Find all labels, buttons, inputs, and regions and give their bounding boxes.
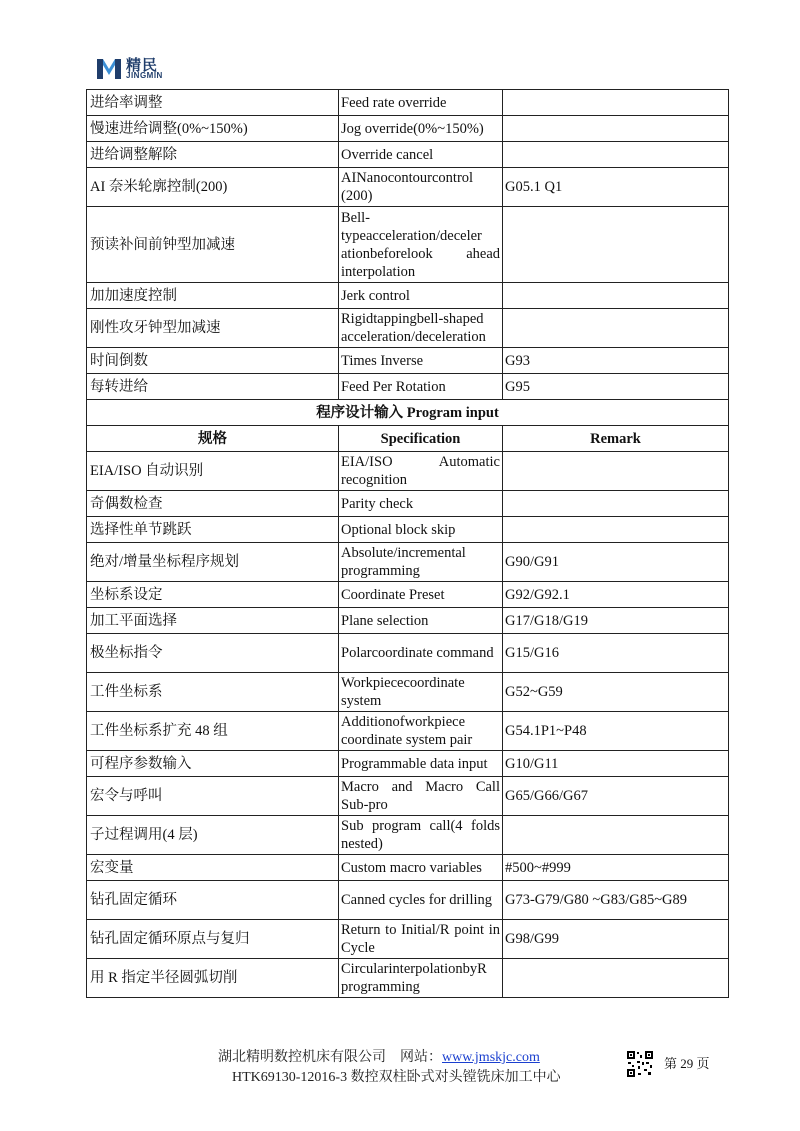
table-row (87, 283, 729, 309)
spec-en: EIA/ISO Automatic recognition (339, 452, 503, 491)
table-row (87, 348, 729, 374)
spec-cn: 慢速进给调整(0%~150%) (87, 116, 339, 142)
table-row (87, 751, 729, 777)
section-title: 程序设计输入 Program input (87, 400, 729, 426)
table-row (87, 207, 729, 283)
table-row (87, 855, 729, 881)
table-row (87, 881, 729, 920)
spec-cn: 绝对/增量坐标程序规划 (87, 543, 339, 582)
spec-en: AINanocontourcontrol (200) (339, 168, 503, 207)
page-number: 第 29 页 (664, 1056, 710, 1071)
table-row (87, 920, 729, 959)
spec-remark: G15/G16 (503, 634, 729, 673)
spec-remark (503, 517, 729, 543)
spec-en: Feed Per Rotation (339, 374, 503, 400)
table-row (87, 116, 729, 142)
table-row (87, 517, 729, 543)
spec-cn: 每转进给 (87, 374, 339, 400)
spec-en: Feed rate override (339, 90, 503, 116)
website-link[interactable]: www.jmskjc.com (442, 1050, 540, 1065)
column-header-remark: Remark (503, 426, 729, 452)
table-row (87, 959, 729, 998)
spec-en: Coordinate Preset (339, 582, 503, 608)
spec-remark (503, 116, 729, 142)
spec-en: Plane selection (339, 608, 503, 634)
footer-document-line: HTK69130-12016-3 数控双柱卧式对头镗铣床加工中心 (232, 1070, 561, 1085)
table-row (87, 168, 729, 207)
spec-cn: 加加速度控制 (87, 283, 339, 309)
spec-en: Parity check (339, 491, 503, 517)
spec-en: Sub program call(4 folds nested) (339, 816, 503, 855)
jingmin-logo-icon (96, 56, 122, 82)
spec-remark (503, 283, 729, 309)
spec-cn: 刚性攻牙钟型加减速 (87, 309, 339, 348)
spec-en: Programmable data input (339, 751, 503, 777)
spec-cn: 钻孔固定循环 (87, 881, 339, 920)
spec-en: Polarcoordinate command (339, 634, 503, 673)
spec-cn: 钻孔固定循环原点与复归 (87, 920, 339, 959)
company-name: 湖北精明数控机床有限公司 (218, 1050, 386, 1065)
spec-remark: G05.1 Q1 (503, 168, 729, 207)
spec-remark (503, 959, 729, 998)
table-row (87, 634, 729, 673)
spec-remark (503, 90, 729, 116)
spec-en: Return to Initial/R point in Cycle (339, 920, 503, 959)
column-header-spec-cn: 规格 (87, 426, 339, 452)
spec-remark (503, 142, 729, 168)
spec-en: CircularinterpolationbyR programming (339, 959, 503, 998)
spec-cn: 选择性单节跳跃 (87, 517, 339, 543)
table-row (87, 374, 729, 400)
spec-cn: 加工平面选择 (87, 608, 339, 634)
spec-remark (503, 816, 729, 855)
website-label: 网站： (400, 1050, 442, 1065)
table-row (87, 712, 729, 751)
spec-remark: G65/G66/G67 (503, 777, 729, 816)
spec-remark: G90/G91 (503, 543, 729, 582)
qr-code-icon (626, 1050, 654, 1078)
table-row (87, 608, 729, 634)
table-row (87, 309, 729, 348)
spec-cn: 宏令与呼叫 (87, 777, 339, 816)
company-logo (96, 54, 170, 84)
spec-en: Custom macro variables (339, 855, 503, 881)
spec-en: Jerk control (339, 283, 503, 309)
spec-remark: G54.1P1~P48 (503, 712, 729, 751)
spec-en: Jog override(0%~150%) (339, 116, 503, 142)
spec-cn: 预读补间前钟型加减速 (87, 207, 339, 283)
spec-remark (503, 452, 729, 491)
table-row (87, 777, 729, 816)
table-row (87, 142, 729, 168)
table-row (87, 90, 729, 116)
spec-cn: 宏变量 (87, 855, 339, 881)
spec-en: Absolute/incremental programming (339, 543, 503, 582)
spec-remark: G92/G92.1 (503, 582, 729, 608)
table-row (87, 491, 729, 517)
column-header-row (87, 426, 729, 452)
spec-cn: 子过程调用(4 层) (87, 816, 339, 855)
spec-en: Workpiececoordinate system (339, 673, 503, 712)
spec-remark (503, 207, 729, 283)
spec-en: Additionofworkpiece coordinate system pair (339, 712, 503, 751)
spec-cn: 进给率调整 (87, 90, 339, 116)
section-header-row (87, 400, 729, 426)
table-row (87, 816, 729, 855)
spec-remark: G98/G99 (503, 920, 729, 959)
spec-en: Bell-typeacceleration/deceler ationbeforelook ahead interpolation (339, 207, 503, 283)
table-row (87, 543, 729, 582)
spec-cn: 极坐标指令 (87, 634, 339, 673)
spec-remark: G93 (503, 348, 729, 374)
logo-english-name: JINGMIN (126, 71, 163, 80)
spec-cn: EIA/ISO 自动识别 (87, 452, 339, 491)
column-header-specification: Specification (339, 426, 503, 452)
spec-remark: G52~G59 (503, 673, 729, 712)
spec-cn: AI 奈米轮廓控制(200) (87, 168, 339, 207)
spec-cn: 工件坐标系 (87, 673, 339, 712)
table-row (87, 673, 729, 712)
spec-remark: G73-G79/G80 ~G83/G85~G89 (503, 881, 729, 920)
spec-remark: G17/G18/G19 (503, 608, 729, 634)
spec-en: Canned cycles for drilling (339, 881, 503, 920)
spec-table (86, 89, 729, 998)
footer-company-line (218, 1046, 540, 1066)
spec-cn: 坐标系设定 (87, 582, 339, 608)
spec-cn: 工件坐标系扩充 48 组 (87, 712, 339, 751)
logo-chinese-name: 精民 (126, 56, 159, 74)
spec-en: Override cancel (339, 142, 503, 168)
spec-en: Macro and Macro Call Sub-pro (339, 777, 503, 816)
spec-remark: G10/G11 (503, 751, 729, 777)
spec-remark: G95 (503, 374, 729, 400)
spec-cn: 进给调整解除 (87, 142, 339, 168)
spec-cn: 用 R 指定半径圆弧切削 (87, 959, 339, 998)
spec-cn: 奇偶数检查 (87, 491, 339, 517)
spec-cn: 可程序参数输入 (87, 751, 339, 777)
spec-remark (503, 491, 729, 517)
spec-en: Rigidtappingbell-shaped acceleration/deceleration (339, 309, 503, 348)
table-row (87, 582, 729, 608)
spec-remark (503, 309, 729, 348)
spec-en: Optional block skip (339, 517, 503, 543)
table-row (87, 452, 729, 491)
spec-en: Times Inverse (339, 348, 503, 374)
spec-cn: 时间倒数 (87, 348, 339, 374)
spec-remark: #500~#999 (503, 855, 729, 881)
